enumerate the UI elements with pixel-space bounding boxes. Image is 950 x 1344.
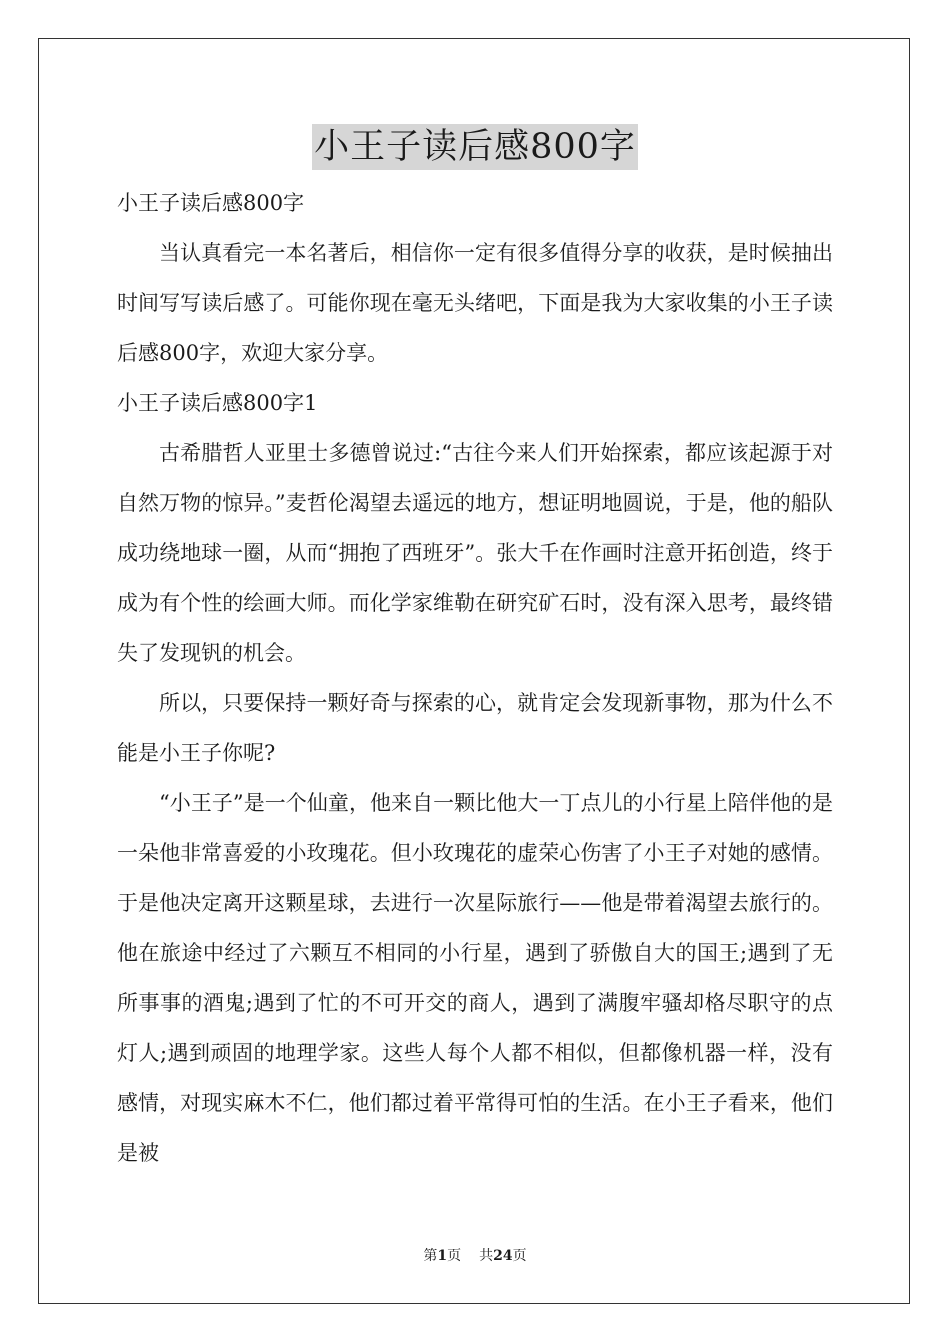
body-paragraph: 所以，只要保持一颗好奇与探索的心，就肯定会发现新事物，那为什么不能是小王子你呢? bbox=[117, 691, 833, 765]
total-pages: 24 bbox=[493, 1248, 513, 1264]
total-prefix: 共 bbox=[479, 1248, 494, 1264]
document-title: 小王子读后感800字 bbox=[312, 124, 638, 170]
body-paragraph: 古希腊哲人亚里士多德曾说过:“古往今来人们开始探索，都应该起源于对自然万物的惊异。”麦哲伦渴望去遥远的地方，想证明地圆说，于是，他的船队成功绕地球一圈，从而“拥抱了西班牙”。张大千在作画时注意开拓创造，终于成为有个性的绘画大师。而化学家维勒在研究矿石时，没有深入思考，最终错失了发现钒的机会。 bbox=[117, 441, 833, 665]
page-number: 1 bbox=[437, 1248, 448, 1264]
section-heading: 小王子读后感800字1 bbox=[117, 391, 318, 415]
page-suffix: 页 bbox=[447, 1248, 462, 1264]
document-subtitle: 小王子读后感800字 bbox=[117, 191, 305, 215]
intro-paragraph: 当认真看完一本名著后，相信你一定有很多值得分享的收获，是时候抽出时间写写读后感了。可能你现在毫无头绪吧，下面是我为大家收集的小王子读后感800字，欢迎大家分享。 bbox=[117, 241, 833, 365]
document-body bbox=[117, 178, 833, 1178]
page-footer bbox=[0, 1246, 950, 1266]
body-paragraph: “小王子”是一个仙童，他来自一颗比他大一丁点儿的小行星上陪伴他的是一朵他非常喜爱的小玫瑰花。但小玫瑰花的虚荣心伤害了小王子对她的感情。于是他决定离开这颗星球，去进行一次星际旅行——他是带着渴望去旅行的。他在旅途中经过了六颗互不相同的小行星，遇到了骄傲自大的国王;遇到了无所事事的酒鬼;遇到了忙的不可开交的商人，遇到了满腹牢骚却格尽职守的点灯人;遇到顽固的地理学家。这些人每个人都不相似，但都像机器一样，没有感情，对现实麻木不仁，他们都过着平常得可怕的生活。在小王子看来，他们是被 bbox=[117, 791, 833, 1165]
total-suffix: 页 bbox=[512, 1248, 527, 1264]
title-container bbox=[0, 124, 950, 170]
page-prefix: 第 bbox=[423, 1248, 438, 1264]
